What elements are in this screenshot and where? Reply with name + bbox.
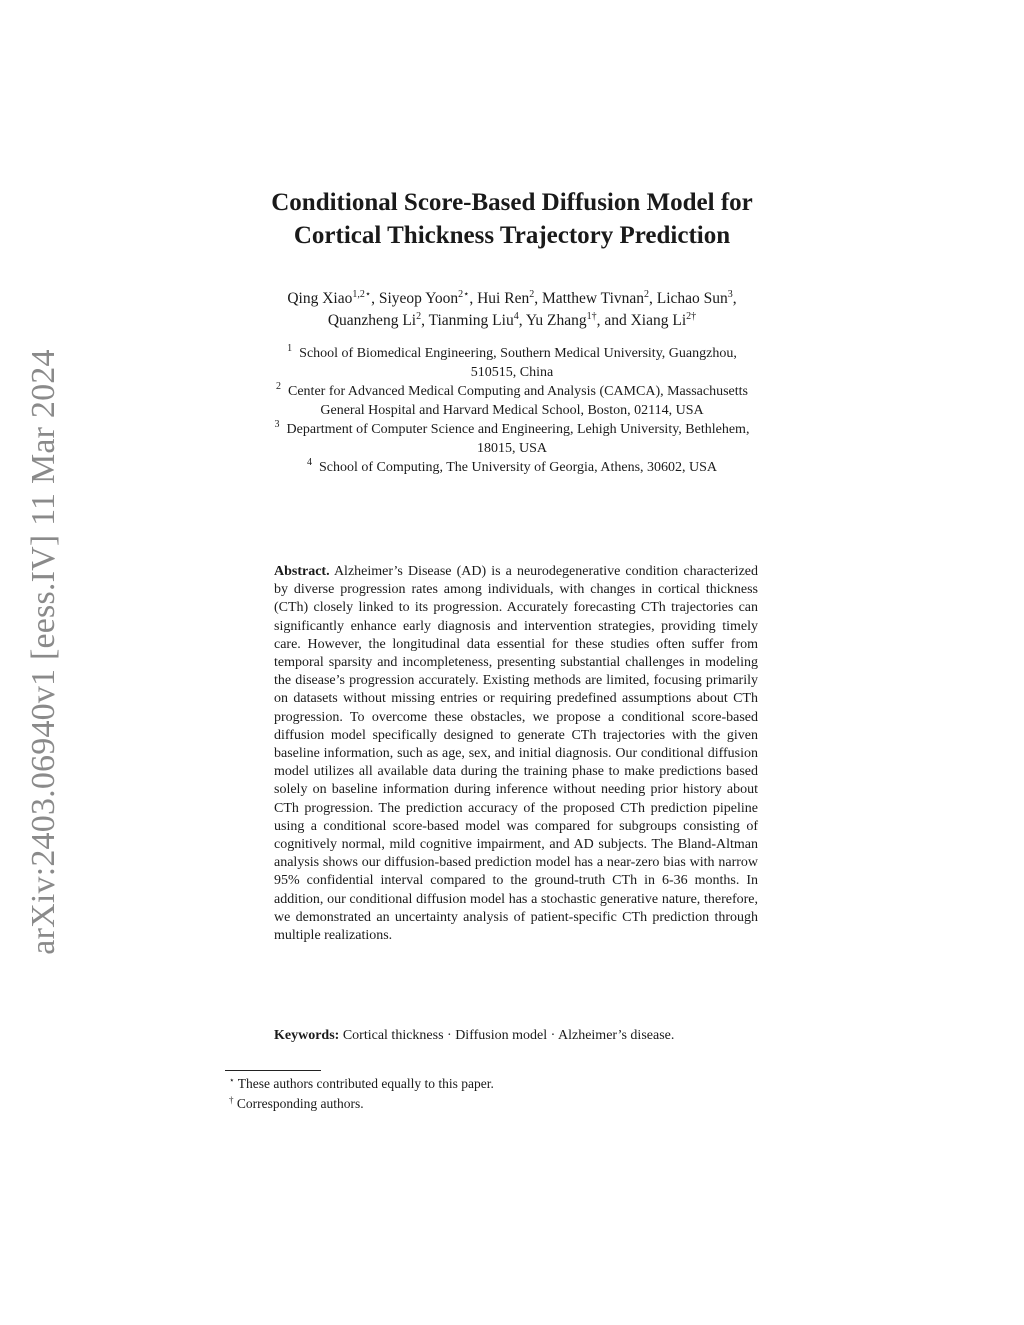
footnote-mark: ⋆ (229, 1075, 235, 1085)
author-line (0, 310, 1024, 332)
author-separator: , (518, 312, 526, 329)
author-affiliation-mark: 3 (727, 289, 733, 300)
keywords-heading: Keywords: (274, 1028, 340, 1043)
affiliation-line (0, 382, 1024, 401)
affiliation-text: School of Biomedical Engineering, Southern Medical University, Guangzhou, (299, 346, 737, 361)
author-affiliation-mark: 2 (529, 289, 535, 300)
affiliation-text: School of Computing, The University of Georgia, Athens, 30602, USA (318, 460, 718, 475)
affiliation-number: 2 (276, 381, 281, 392)
author-affiliation-mark: 4 (513, 311, 519, 322)
author-affiliation-mark: 2 (644, 289, 650, 300)
author-name: Tianming Liu (428, 312, 514, 329)
author-separator: , and (596, 312, 631, 329)
author-separator: , (469, 290, 478, 307)
footnote-text: These authors contributed equally to this paper. (237, 1076, 494, 1091)
author-separator: , (649, 290, 657, 307)
author-name: Yu Zhang (525, 312, 587, 329)
footnote (229, 1074, 494, 1094)
author-separator: , (534, 290, 542, 307)
author-name: Xiang Li (630, 312, 687, 329)
author-affiliation-mark: 1† (586, 311, 597, 322)
author-name: Hui Ren (477, 290, 530, 307)
author-name: Quanzheng Li (327, 312, 417, 329)
affiliation-line (0, 458, 1024, 477)
paper-title-line: Conditional Score-Based Diffusion Model for (271, 189, 753, 216)
abstract (274, 563, 758, 945)
affiliation-line (0, 420, 1024, 439)
affiliation-text: Department of Computer Science and Engineering, Lehigh University, Bethlehem, (286, 422, 750, 437)
author-list (0, 288, 1024, 332)
footnote-mark: † (229, 1095, 234, 1105)
affiliation-line: General Hospital and Harvard Medical School, Boston, 02114, USA (320, 403, 704, 418)
author-affiliation-mark: 1,2⋆ (352, 289, 372, 300)
affiliation-line (0, 344, 1024, 363)
affiliation-number: 3 (274, 419, 280, 430)
affiliation-line: 510515, China (470, 365, 554, 380)
footnotes (229, 1074, 494, 1114)
author-name: Lichao Sun (656, 290, 728, 307)
arxiv-identifier-stamp: arXiv:2403.06940v1 [eess.IV] 11 Mar 2024 (25, 349, 62, 955)
affiliation-number: 1 (287, 343, 293, 354)
footnote-text: Corresponding authors. (236, 1096, 364, 1111)
paper-title-line: Cortical Thickness Trajectory Prediction (293, 222, 731, 249)
affiliation-line: 18015, USA (476, 441, 547, 456)
affiliation-text: Center for Advanced Medical Computing and Analysis (CAMCA), Massachusetts (288, 384, 748, 399)
author-name: Qing Xiao (287, 290, 353, 307)
author-name: Matthew Tivnan (541, 290, 645, 307)
author-affiliation-mark: 2† (686, 311, 697, 322)
author-separator: , (421, 312, 429, 329)
affiliation-list (0, 344, 1024, 477)
keywords-text: Cortical thickness · Diffusion model · Alzheimer’s disease. (342, 1028, 675, 1043)
author-affiliation-mark: 2⋆ (458, 289, 470, 300)
author-separator: , (732, 290, 737, 307)
abstract-heading: Abstract. (274, 564, 330, 579)
affiliation-number: 4 (306, 457, 312, 468)
author-separator: , (371, 290, 379, 307)
author-line (0, 288, 1024, 310)
abstract-text: Alzheimer’s Disease (AD) is a neurodegenerative condition characterized by diverse progression rates among individuals, with changes in cortical thickness (CTh) closely linked to its progression. Accurately forecasting CTh trajectories can significantly enhance early diagnosis and intervention strategies, providing timely care. However, the longitudinal data essential for these studies often suffer from temporal sparsity and incompleteness, presenting substantial challenges in modeling the disease’s progression accurately. Existing methods are limited, focusing primarily on datasets without missing entries or requiring predefined assumptions about CTh progression. To overcome these obstacles, we propose a conditional score-based diffusion model specifically designed to generate CTh trajectories with the given baseline information, such as age, sex, and initial diagnosis. Our conditional diffusion model utilizes all available data during the training phase to make predictions based solely on baseline information during inference without needing prior history about CTh progression. The prediction accuracy of the proposed CTh prediction pipeline using a conditional score-based model was compared for subgroups consisting of cognitively normal, mild cognitive impairment, and AD subjects. The Bland-Altman analysis shows our diffusion-based prediction model has a near-zero bias with narrow 95% confidential interval compared to the ground-truth CTh in 6-36 months. In addition, our conditional diffusion model has a stochastic generative nature, therefore, we demonstrated an uncertainty analysis of patient-specific CTh prediction through multiple realizations. (274, 564, 758, 944)
author-affiliation-mark: 2 (416, 311, 422, 322)
footnote-divider (225, 1070, 321, 1071)
paper-title (0, 186, 1024, 252)
author-name: Siyeop Yoon (378, 290, 459, 307)
footnote (229, 1094, 494, 1114)
keywords (274, 1027, 758, 1045)
